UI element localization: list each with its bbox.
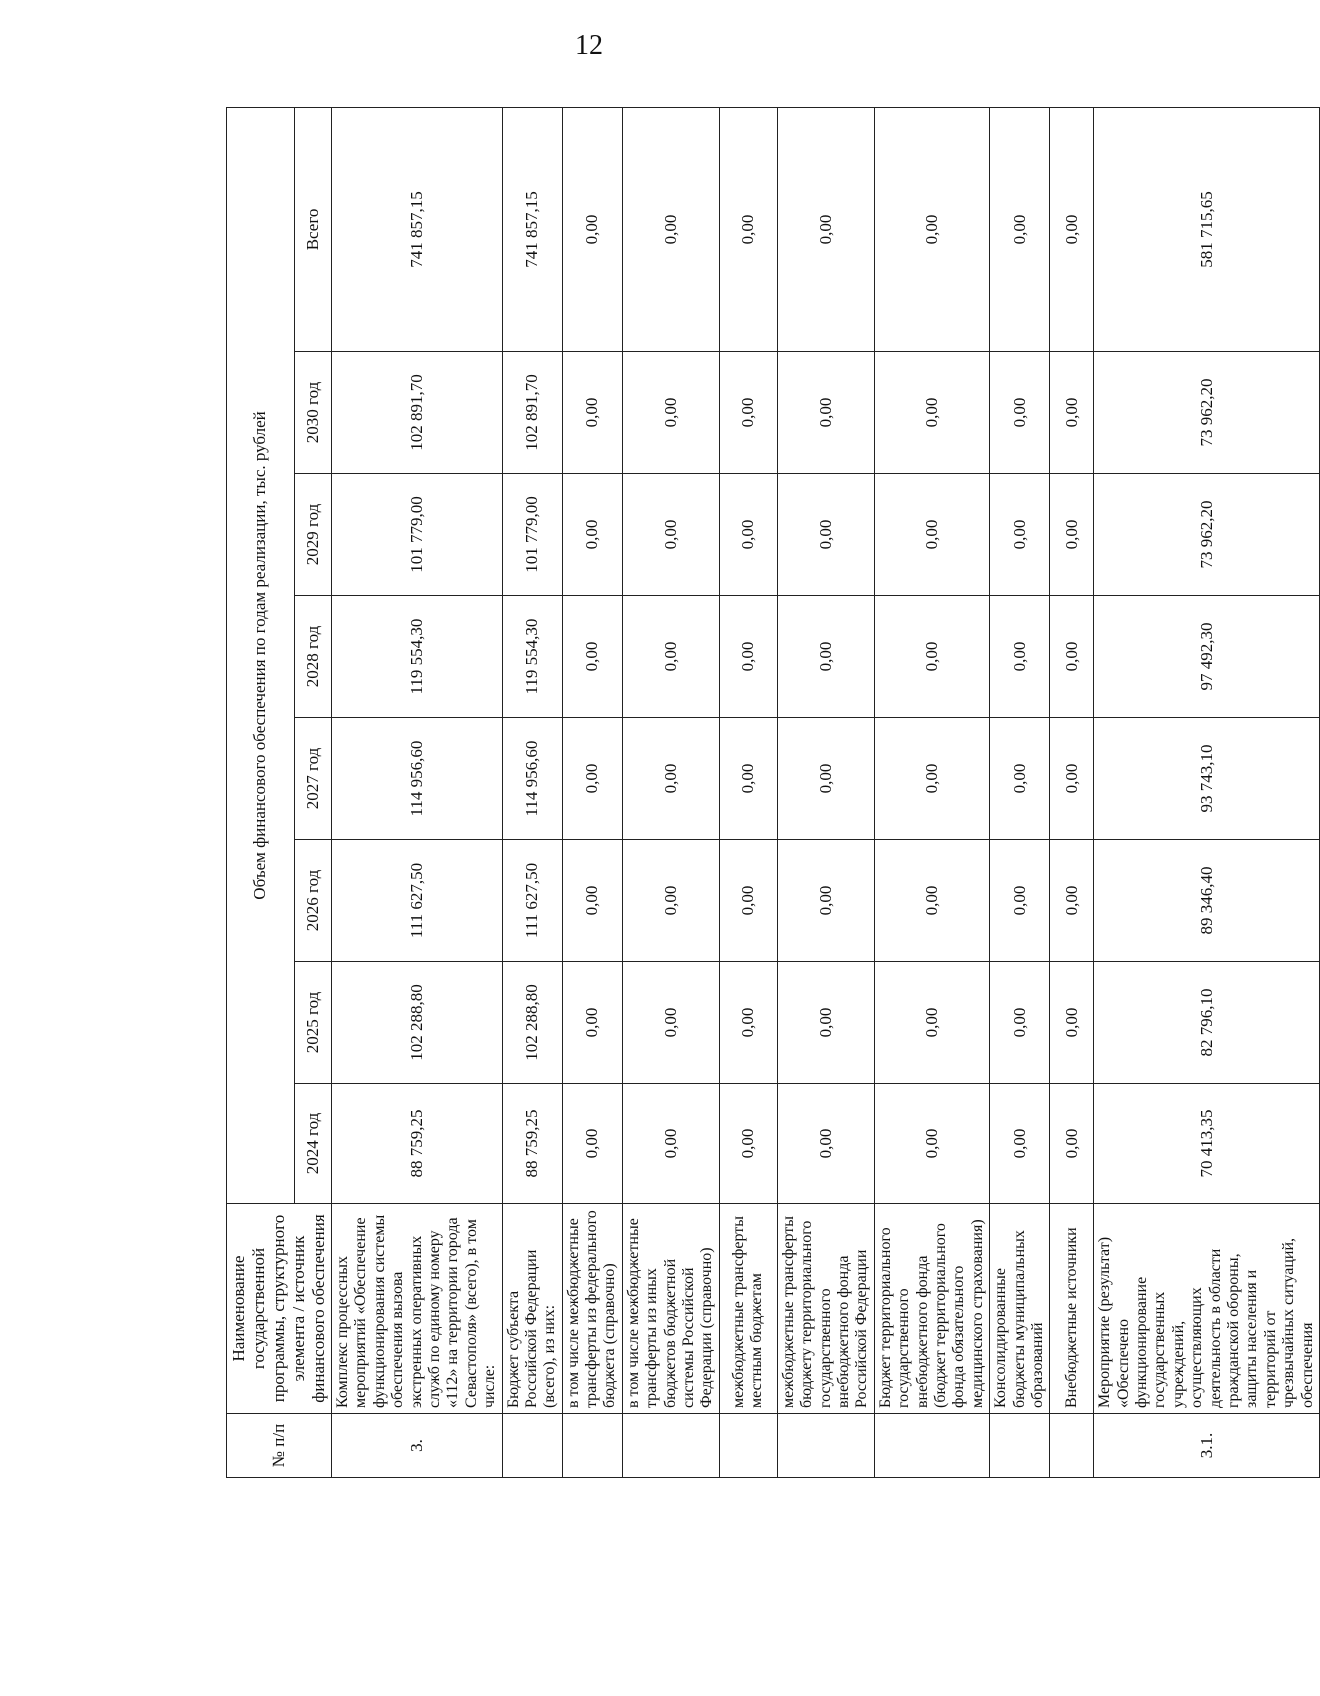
row-value: 0,00: [1050, 352, 1094, 474]
table-row: [719, 107, 777, 1477]
row-value: 0,00: [719, 840, 777, 962]
table-row: [1050, 107, 1094, 1477]
row-number: [502, 1414, 562, 1478]
row-value: 114 956,60: [332, 718, 503, 840]
header-year: 2029 год: [294, 474, 331, 596]
row-total: 741 857,15: [502, 107, 562, 351]
header-year: 2024 год: [294, 1084, 331, 1204]
row-value: 0,00: [874, 596, 989, 718]
row-number: [562, 1414, 622, 1478]
row-value: 0,00: [874, 474, 989, 596]
row-value: 0,00: [777, 1084, 874, 1204]
row-value: 0,00: [562, 474, 622, 596]
row-value: 0,00: [777, 718, 874, 840]
row-value: 0,00: [622, 840, 719, 962]
row-value: 88 759,25: [332, 1084, 503, 1204]
row-total: 581 715,65: [1094, 107, 1320, 351]
row-value: 0,00: [874, 718, 989, 840]
row-value: 0,00: [990, 1084, 1050, 1204]
table-row: [1094, 107, 1320, 1477]
row-value: 0,00: [1050, 718, 1094, 840]
header-year: 2030 год: [294, 352, 331, 474]
row-total: 0,00: [622, 107, 719, 351]
financing-table: [226, 107, 1320, 1478]
row-value: 0,00: [719, 718, 777, 840]
table-row: [990, 107, 1050, 1477]
row-value: 0,00: [874, 840, 989, 962]
row-value: 0,00: [622, 718, 719, 840]
row-value: 0,00: [1050, 1084, 1094, 1204]
row-number: [1050, 1414, 1094, 1478]
row-value: 0,00: [990, 718, 1050, 840]
row-name: Консолидированные бюджеты муниципальных образований: [990, 1204, 1050, 1414]
row-number: [719, 1414, 777, 1478]
row-value: 0,00: [719, 596, 777, 718]
row-number: [777, 1414, 874, 1478]
row-value: 0,00: [874, 962, 989, 1084]
row-value: 114 956,60: [502, 718, 562, 840]
row-value: 111 627,50: [502, 840, 562, 962]
table-row: [874, 107, 989, 1477]
row-value: 73 962,20: [1094, 474, 1320, 596]
page-number: 12: [575, 30, 603, 61]
row-value: 0,00: [562, 962, 622, 1084]
row-value: 0,00: [990, 596, 1050, 718]
row-value: 101 779,00: [332, 474, 503, 596]
row-value: 0,00: [719, 352, 777, 474]
row-number: 3.: [332, 1414, 503, 1478]
row-name: Бюджет территориального государственного внебюджетного фонда (бюджет территориального фонда обязательного медицинского страхования): [874, 1204, 989, 1414]
row-value: 102 288,80: [332, 962, 503, 1084]
row-value: 0,00: [777, 596, 874, 718]
row-value: 0,00: [719, 1084, 777, 1204]
row-value: 102 891,70: [332, 352, 503, 474]
table-row: [622, 107, 719, 1477]
row-name: в том числе межбюджетные трансферты из федерального бюджета (справочно): [562, 1204, 622, 1414]
row-value: 0,00: [562, 1084, 622, 1204]
row-total: 0,00: [1050, 107, 1094, 351]
row-value: 0,00: [562, 596, 622, 718]
row-value: 0,00: [622, 352, 719, 474]
row-total: 0,00: [874, 107, 989, 351]
row-number: 3.1.: [1094, 1414, 1320, 1478]
row-value: 0,00: [562, 718, 622, 840]
row-total: 0,00: [990, 107, 1050, 351]
row-value: 93 743,10: [1094, 718, 1320, 840]
rotated-table-container: [226, 108, 1316, 1478]
row-value: 0,00: [1050, 474, 1094, 596]
row-value: 0,00: [622, 596, 719, 718]
row-value: 119 554,30: [502, 596, 562, 718]
row-value: 0,00: [990, 840, 1050, 962]
header-name: Наименование государственной программы, структурного элемента / источник финансового обеспечения: [227, 1204, 332, 1414]
row-value: 0,00: [874, 352, 989, 474]
row-value: 89 346,40: [1094, 840, 1320, 962]
row-value: 82 796,10: [1094, 962, 1320, 1084]
row-total: 0,00: [777, 107, 874, 351]
row-value: 0,00: [777, 840, 874, 962]
row-value: 0,00: [719, 474, 777, 596]
header-group: Объем финансового обеспечения по годам реализации, тыс. рублей: [227, 107, 295, 1203]
row-value: 0,00: [777, 474, 874, 596]
table-row: [332, 107, 503, 1477]
row-name: в том числе межбюджетные трансферты из иных бюджетов бюджетной системы Российской Федерации (справочно): [622, 1204, 719, 1414]
row-value: 111 627,50: [332, 840, 503, 962]
row-value: 0,00: [990, 352, 1050, 474]
row-value: 101 779,00: [502, 474, 562, 596]
row-value: 73 962,20: [1094, 352, 1320, 474]
row-value: 0,00: [622, 474, 719, 596]
row-value: 0,00: [990, 962, 1050, 1084]
row-value: 0,00: [719, 962, 777, 1084]
header-year: Всего: [294, 107, 331, 351]
header-year: 2025 год: [294, 962, 331, 1084]
row-value: 0,00: [1050, 962, 1094, 1084]
row-number: [990, 1414, 1050, 1478]
row-name: Бюджет субъекта Российской Федерации (всего), из них:: [502, 1204, 562, 1414]
row-value: 0,00: [562, 352, 622, 474]
row-value: 0,00: [622, 962, 719, 1084]
row-name: межбюджетные трансферты бюджету территориального государственного внебюджетного фонда Российской Федерации: [777, 1204, 874, 1414]
row-number: [622, 1414, 719, 1478]
row-value: 88 759,25: [502, 1084, 562, 1204]
row-value: 119 554,30: [332, 596, 503, 718]
row-value: 70 413,35: [1094, 1084, 1320, 1204]
row-value: 0,00: [990, 474, 1050, 596]
row-total: 0,00: [719, 107, 777, 351]
row-name: Комплекс процессных мероприятий «Обеспечение функционирования системы обеспечения вызова экстренных оперативных служб по единому номеру «112» на территории города Севастополя» (всего), в том числе:: [332, 1204, 503, 1414]
row-value: 102 288,80: [502, 962, 562, 1084]
table-row: [562, 107, 622, 1477]
header-num: № п/п: [227, 1414, 332, 1478]
row-value: 0,00: [777, 352, 874, 474]
header-year: 2027 год: [294, 718, 331, 840]
row-value: 97 492,30: [1094, 596, 1320, 718]
row-value: 0,00: [1050, 596, 1094, 718]
header-year: 2026 год: [294, 840, 331, 962]
row-value: 0,00: [562, 840, 622, 962]
row-value: 0,00: [874, 1084, 989, 1204]
row-value: 102 891,70: [502, 352, 562, 474]
header-year: 2028 год: [294, 596, 331, 718]
row-name: Мероприятие (результат) «Обеспечено функционирование государственных учреждений, осуществляющих деятельность в области гражданской обороны, защиты населения и территорий от чрезвычайных ситуаций, обеспечения: [1094, 1204, 1320, 1414]
row-value: 0,00: [1050, 840, 1094, 962]
row-name: Внебюджетные источники: [1050, 1204, 1094, 1414]
table-row: [502, 107, 562, 1477]
row-value: 0,00: [777, 962, 874, 1084]
row-name: межбюджетные трансферты местным бюджетам: [719, 1204, 777, 1414]
row-value: 0,00: [622, 1084, 719, 1204]
row-number: [874, 1414, 989, 1478]
row-total: 741 857,15: [332, 107, 503, 351]
row-total: 0,00: [562, 107, 622, 351]
table-row: [777, 107, 874, 1477]
